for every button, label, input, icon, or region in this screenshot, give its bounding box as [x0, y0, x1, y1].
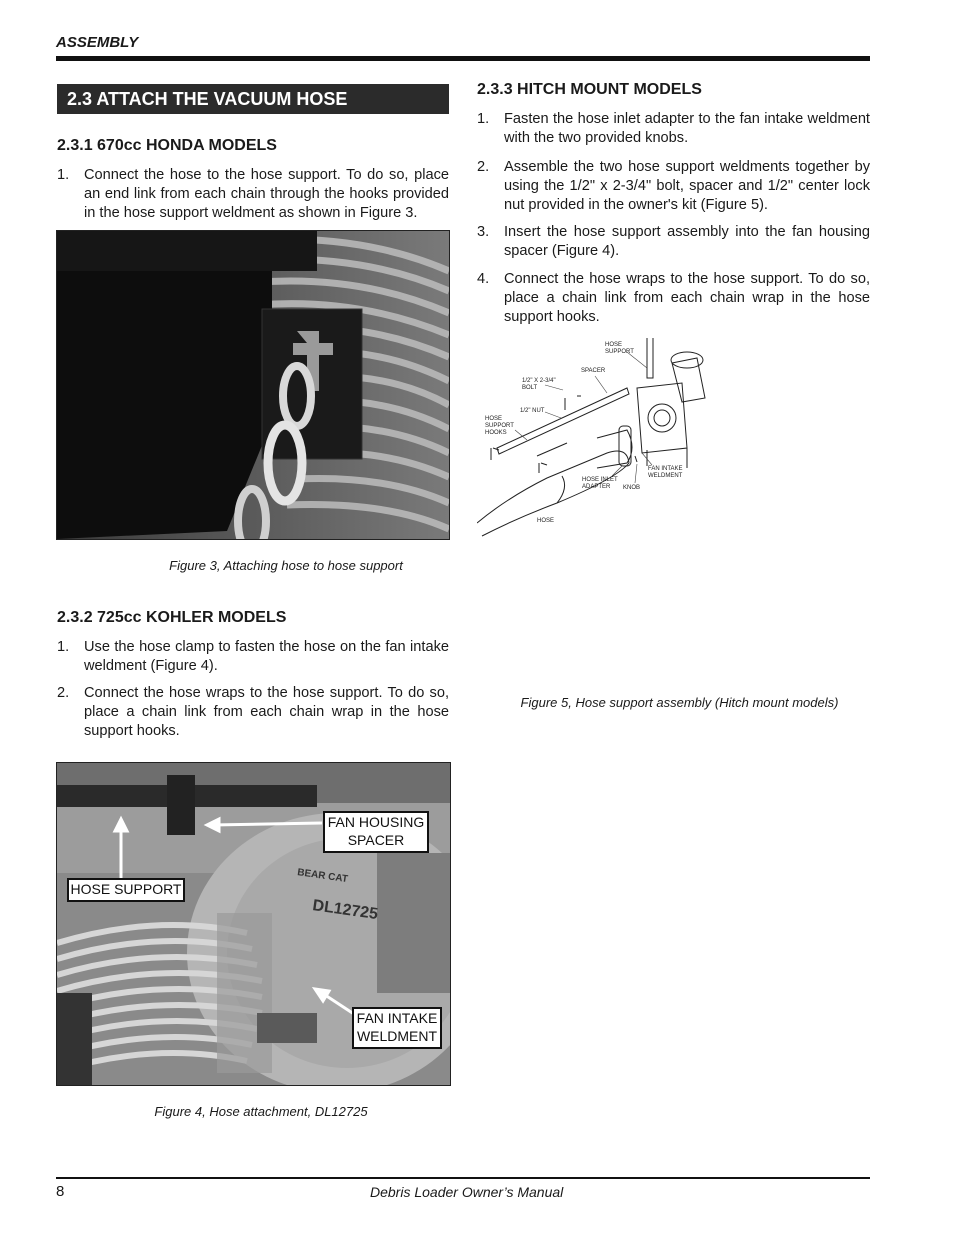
- figure-4-photo: [56, 762, 451, 1086]
- label-line: SUPPORT: [605, 349, 634, 355]
- step-number: 3.: [477, 224, 490, 240]
- step-text: Use the hose clamp to fasten the hose on the fan intake weldment (Figure 4).: [84, 639, 449, 674]
- figure-5-diagram: [477, 338, 727, 538]
- step-text: Connect the hose wraps to the hose support. To do so, place a chain link from each chain wrap in the hose support hooks.: [504, 271, 870, 325]
- hitch-step-2: [477, 158, 870, 218]
- callout-line-2: WELDMENT: [356, 1028, 438, 1044]
- label-bolt: [522, 378, 556, 392]
- label-knob: KNOB: [623, 485, 641, 491]
- running-header: ASSEMBLY: [56, 34, 139, 51]
- step-number: 1.: [57, 167, 70, 183]
- fan-intake-weldment-callout: [352, 1007, 442, 1049]
- step-text: Connect the hose wraps to the hose support. To do so, place a chain link from each chain wrap in the hose support hooks.: [84, 685, 449, 739]
- honda-heading: 2.3.1 670cc HONDA MODELS: [57, 137, 277, 154]
- label-spacer: SPACER: [581, 368, 606, 374]
- step-number: 1.: [477, 111, 490, 127]
- kohler-step-1: [57, 638, 449, 678]
- page-number: 8: [56, 1183, 65, 1200]
- machine-model-text: DL12725: [311, 897, 379, 924]
- hose-support-callout: HOSE SUPPORT: [67, 878, 185, 902]
- figure-3-photo: [56, 230, 450, 540]
- label-line: HOOKS: [485, 430, 507, 436]
- hose-chain-photo: [57, 231, 449, 539]
- label-line: WELDMENT: [648, 473, 683, 479]
- label-line: HOSE INLET: [582, 477, 618, 483]
- label-line: 1/2" X 2-3/4": [522, 378, 556, 384]
- step-number: 2.: [477, 159, 490, 175]
- footer-rule: [56, 1177, 870, 1179]
- hitch-heading: 2.3.3 HITCH MOUNT MODELS: [477, 81, 702, 98]
- header-rule: [56, 56, 870, 61]
- label-line: HOSE: [485, 416, 503, 422]
- hitch-step-1: [477, 110, 870, 150]
- step-text: Insert the hose support assembly into the fan housing spacer (Figure 4).: [504, 224, 870, 259]
- step-text: Fasten the hose inlet adapter to the fan intake weldment with the two provided knobs.: [504, 111, 870, 146]
- hitch-step-3: [477, 223, 870, 263]
- fan-housing-spacer-callout: [323, 811, 429, 853]
- callout-line-2: SPACER: [347, 832, 405, 848]
- label-hose-support: [605, 342, 634, 356]
- label-support-hooks: [485, 416, 514, 437]
- callout-line-1: FAN INTAKE: [356, 1010, 438, 1026]
- kohler-heading: 2.3.2 725cc KOHLER MODELS: [57, 609, 287, 626]
- label-fan-intake: [648, 466, 683, 480]
- label-line: BOLT: [522, 385, 538, 391]
- brand-logo-text: BEAR CAT: [296, 867, 349, 886]
- step-number: 1.: [57, 639, 70, 655]
- callout-line-1: FAN HOUSING: [327, 814, 425, 830]
- figure-3-caption: Figure 3, Attaching hose to hose support: [169, 558, 403, 573]
- label-hose: HOSE: [537, 518, 555, 524]
- label-line: HOSE: [605, 342, 623, 348]
- step-number: 4.: [477, 271, 490, 287]
- kohler-step-2: [57, 684, 449, 744]
- step-text: Assemble the two hose support weldments together by using the 1/2" x 2-3/4" bolt, spacer and 1/2" center lock nut provided in the owner's kit (Figure 5).: [504, 159, 870, 213]
- figure-4-caption: Figure 4, Hose attachment, DL12725: [154, 1104, 368, 1119]
- manual-title: Debris Loader Owner’s Manual: [370, 1184, 564, 1200]
- label-line: ADAPTER: [582, 484, 611, 490]
- figure-5-caption: Figure 5, Hose support assembly (Hitch mount models): [520, 695, 839, 710]
- section-title: 2.3 ATTACH THE VACUUM HOSE: [57, 84, 449, 114]
- step-number: 2.: [57, 685, 70, 701]
- label-line: SUPPORT: [485, 423, 514, 429]
- step-text: Connect the hose to the hose support. To do so, place an end link from each chain through the hooks provided in the hose support weldment as shown in Figure 3.: [84, 167, 449, 221]
- label-line: FAN INTAKE: [648, 466, 683, 472]
- hitch-step-4: [477, 270, 870, 330]
- label-inlet-adapter: [582, 477, 618, 491]
- honda-step-1: [57, 166, 449, 226]
- label-nut: 1/2" NUT: [520, 408, 545, 414]
